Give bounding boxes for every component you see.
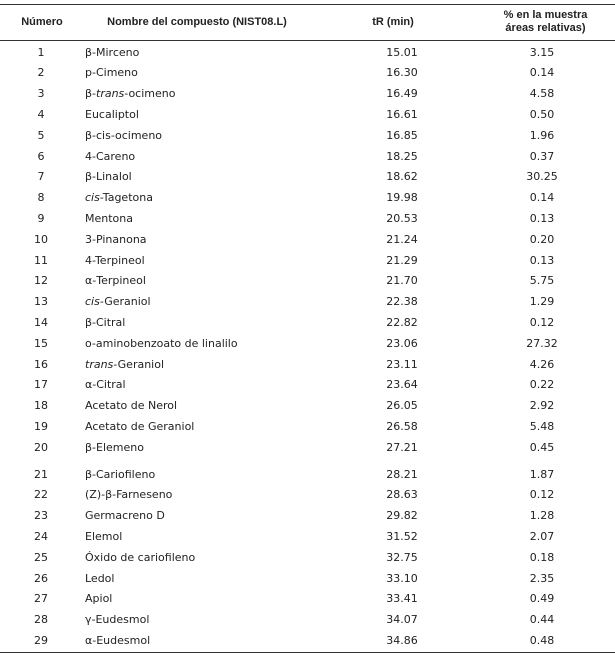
row-number: 29 [34, 633, 48, 647]
header-percent-line2: áreas relativas) [505, 22, 586, 34]
row-number: 19 [34, 419, 48, 433]
row-number: 14 [34, 315, 48, 329]
percent-area: 3.15 [529, 45, 555, 59]
row-number: 25 [34, 550, 48, 564]
compound-name [85, 42, 345, 62]
row-number: 28 [34, 613, 48, 627]
table-bottom-rule [0, 652, 615, 653]
compound-name-italic: cis [85, 191, 100, 205]
compound-name-pre: β- [85, 87, 96, 101]
percent-area: 0.37 [529, 149, 555, 163]
table-row [0, 250, 615, 270]
table-row [0, 610, 615, 630]
percent-area: 4.58 [529, 87, 555, 101]
table-row [0, 547, 615, 567]
table-row [0, 526, 615, 546]
retention-time: 26.05 [386, 399, 418, 413]
compound-name [85, 312, 345, 332]
retention-time: 21.24 [386, 232, 418, 246]
percent-area: 0.13 [529, 253, 555, 267]
header-retention-time: tR (min) [372, 15, 414, 28]
percent-area: 0.12 [529, 488, 555, 502]
compound-name-italic: trans [85, 357, 114, 371]
retention-time: 18.25 [386, 149, 418, 163]
retention-time: 34.07 [386, 613, 418, 627]
compound-name [85, 146, 345, 166]
compound-name-italic: trans [96, 87, 125, 101]
compound-name-pre: β-Mirceno [85, 45, 140, 59]
compound-name-pre: Mentona [85, 211, 133, 225]
row-number: 27 [34, 592, 48, 606]
percent-area: 0.45 [529, 440, 555, 454]
compound-name-pre: Eucaliptol [85, 107, 139, 121]
retention-time: 16.30 [386, 66, 418, 80]
compound-name-pre: o-aminobenzoato de linalilo [85, 336, 238, 350]
retention-time: 21.70 [386, 274, 418, 288]
percent-area: 2.07 [529, 529, 555, 543]
compound-name-pre: β-cis-ocimeno [85, 128, 163, 142]
compound-name-pre: Germacreno D [85, 509, 165, 523]
compound-name-pre: 4-Careno [85, 149, 136, 163]
compound-name [85, 610, 345, 630]
retention-time: 23.64 [386, 378, 418, 392]
table-row [0, 396, 615, 416]
compound-name [85, 229, 345, 249]
percent-area: 0.44 [529, 613, 555, 627]
compound-name [85, 375, 345, 395]
compound-name-pre: β-Linalol [85, 170, 132, 184]
retention-time: 33.41 [386, 592, 418, 606]
retention-time: 29.82 [386, 509, 418, 523]
header-percent-line1: % en la muestra [503, 9, 588, 21]
row-number: 20 [34, 440, 48, 454]
percent-area: 4.26 [529, 357, 555, 371]
percent-area: 1.28 [529, 509, 555, 523]
row-number: 26 [34, 571, 48, 585]
percent-area: 27.32 [526, 336, 558, 350]
compound-name [85, 547, 345, 567]
compound-name [85, 167, 345, 187]
table-row [0, 485, 615, 505]
row-number: 4 [37, 107, 45, 121]
compound-name-pre: (Z)-β-Farneseno [85, 488, 173, 502]
compound-name-post: -Geraniol [113, 357, 165, 371]
compound-name [85, 630, 345, 650]
compound-name [85, 526, 345, 546]
percent-area: 1.96 [529, 128, 555, 142]
compound-name-pre: Elemol [85, 529, 123, 543]
compound-name-pre: γ-Eudesmol [85, 613, 150, 627]
table-row [0, 188, 615, 208]
compound-name-pre: β-Elemeno [85, 440, 144, 454]
retention-time: 34.86 [386, 633, 418, 647]
percent-area: 5.75 [529, 274, 555, 288]
row-number: 9 [37, 211, 45, 225]
compound-name-italic: cis [85, 295, 100, 309]
row-number: 18 [34, 399, 48, 413]
header-percent [476, 4, 615, 40]
compound-name [85, 125, 345, 145]
compound-name [85, 63, 345, 83]
retention-time: 23.06 [386, 336, 418, 350]
compound-name [85, 333, 345, 353]
compound-name-post: -Geraniol [99, 295, 151, 309]
compound-name [85, 84, 345, 104]
retention-time: 16.49 [386, 87, 418, 101]
compound-name-pre: Acetato de Geraniol [85, 419, 195, 433]
percent-area: 1.87 [529, 467, 555, 481]
row-number: 15 [34, 336, 48, 350]
table-row [0, 167, 615, 187]
compound-name-pre: p-Cimeno [85, 66, 138, 80]
retention-time: 20.53 [386, 211, 418, 225]
compound-name [85, 104, 345, 124]
compound-name-pre: Ledol [85, 571, 115, 585]
retention-time: 22.38 [386, 295, 418, 309]
compound-name-pre: Apiol [85, 592, 113, 606]
compound-name [85, 416, 345, 436]
table-row [0, 437, 615, 457]
compound-name-pre: α-Eudesmol [85, 633, 151, 647]
compound-name [85, 568, 345, 588]
compound-name [85, 250, 345, 270]
table-row [0, 229, 615, 249]
table-row [0, 333, 615, 353]
table-row [0, 375, 615, 395]
header-compound-name: Nombre del compuesto (NIST08.L) [107, 15, 287, 28]
percent-area: 0.12 [529, 315, 555, 329]
compound-name [85, 354, 345, 374]
table-row [0, 146, 615, 166]
retention-time: 32.75 [386, 550, 418, 564]
percent-area: 0.14 [529, 66, 555, 80]
compound-name [85, 485, 345, 505]
retention-time: 16.61 [386, 107, 418, 121]
compound-name [85, 208, 345, 228]
retention-time: 16.85 [386, 128, 418, 142]
row-number: 21 [34, 467, 48, 481]
retention-time: 22.82 [386, 315, 418, 329]
row-number: 22 [34, 488, 48, 502]
compound-name-pre: α-Citral [85, 378, 126, 392]
compound-name-pre: 4-Terpineol [85, 253, 145, 267]
table-row [0, 464, 615, 484]
row-number: 11 [34, 253, 48, 267]
compound-name [85, 506, 345, 526]
row-number: 10 [34, 232, 48, 246]
percent-area: 0.48 [529, 633, 555, 647]
percent-area: 1.29 [529, 295, 555, 309]
row-number: 5 [37, 128, 45, 142]
compound-name [85, 292, 345, 312]
retention-time: 21.29 [386, 253, 418, 267]
compound-name-pre: α-Terpineol [85, 274, 146, 288]
row-number: 7 [37, 170, 45, 184]
table-header-rule [0, 40, 615, 41]
row-number: 24 [34, 529, 48, 543]
compound-name [85, 464, 345, 484]
compound-name-pre: 3-Pinanona [85, 232, 147, 246]
row-number: 6 [37, 149, 45, 163]
table-row [0, 104, 615, 124]
percent-area: 2.35 [529, 571, 555, 585]
compound-name [85, 188, 345, 208]
row-number: 3 [37, 87, 45, 101]
retention-time: 23.11 [386, 357, 418, 371]
percent-area: 2.92 [529, 399, 555, 413]
retention-time: 19.98 [386, 191, 418, 205]
row-number: 16 [34, 357, 48, 371]
percent-area: 5.48 [529, 419, 555, 433]
percent-area: 0.18 [529, 550, 555, 564]
retention-time: 33.10 [386, 571, 418, 585]
table-row [0, 271, 615, 291]
percent-area: 0.20 [529, 232, 555, 246]
table-row [0, 63, 615, 83]
compound-name-pre: β-Citral [85, 315, 126, 329]
table-row [0, 292, 615, 312]
compound-name [85, 589, 345, 609]
compound-name [85, 437, 345, 457]
retention-time: 15.01 [386, 45, 418, 59]
table-header [0, 4, 615, 40]
table-row [0, 42, 615, 62]
header-number: Número [21, 15, 63, 28]
table-row [0, 84, 615, 104]
row-number: 23 [34, 509, 48, 523]
row-number: 1 [37, 45, 45, 59]
compound-name-post: -ocimeno [124, 87, 176, 101]
percent-area: 0.50 [529, 107, 555, 121]
percent-area: 0.22 [529, 378, 555, 392]
compound-name-pre: Acetato de Nerol [85, 399, 178, 413]
row-number: 2 [37, 66, 45, 80]
compound-name-post: -Tagetona [99, 191, 153, 205]
compound-name-pre: β-Cariofileno [85, 467, 156, 481]
compound-name [85, 271, 345, 291]
row-number: 8 [37, 191, 45, 205]
table-row [0, 125, 615, 145]
table-row [0, 589, 615, 609]
percent-area: 0.49 [529, 592, 555, 606]
table-row [0, 208, 615, 228]
table-row [0, 416, 615, 436]
row-number: 13 [34, 295, 48, 309]
retention-time: 26.58 [386, 419, 418, 433]
percent-area: 30.25 [526, 170, 558, 184]
table-row [0, 568, 615, 588]
retention-time: 31.52 [386, 529, 418, 543]
retention-time: 28.63 [386, 488, 418, 502]
table-row [0, 630, 615, 650]
table-row [0, 506, 615, 526]
compound-name [85, 396, 345, 416]
table-row [0, 312, 615, 332]
retention-time: 28.21 [386, 467, 418, 481]
retention-time: 27.21 [386, 440, 418, 454]
table-row [0, 354, 615, 374]
row-number: 17 [34, 378, 48, 392]
compound-name-pre: Óxido de cariofileno [85, 550, 196, 564]
retention-time: 18.62 [386, 170, 418, 184]
percent-area: 0.13 [529, 211, 555, 225]
row-number: 12 [34, 274, 48, 288]
percent-area: 0.14 [529, 191, 555, 205]
